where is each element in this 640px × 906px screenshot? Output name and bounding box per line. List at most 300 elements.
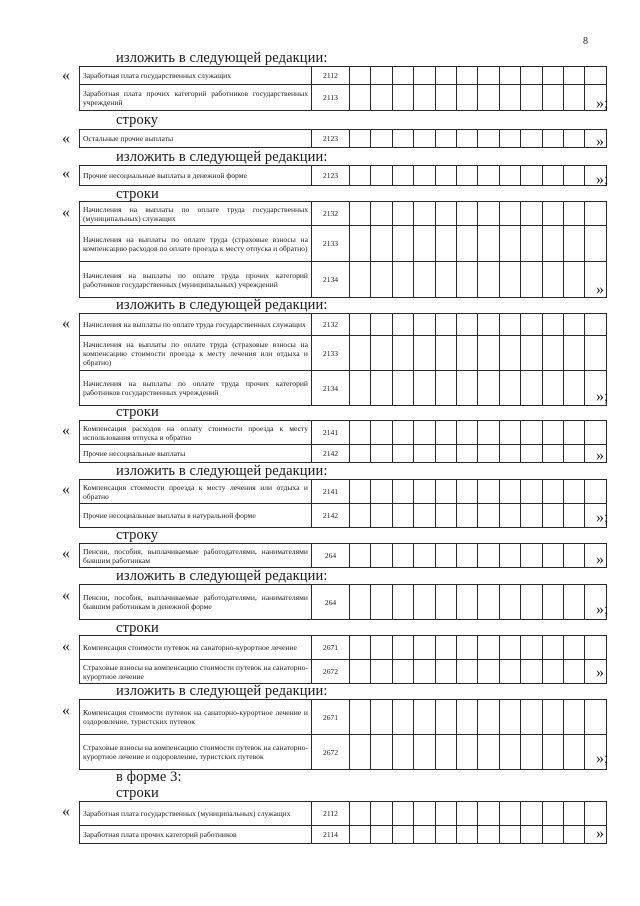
row-code: 2112 xyxy=(312,67,350,85)
budget-code-table xyxy=(79,313,607,406)
opening-quote: « xyxy=(62,315,70,332)
empty-cell xyxy=(542,445,563,463)
row-code: 2132 xyxy=(312,314,350,336)
empty-cell xyxy=(521,544,542,568)
empty-cell xyxy=(392,130,413,148)
empty-cell xyxy=(499,226,520,262)
table-row xyxy=(80,166,607,186)
empty-cell xyxy=(563,735,584,770)
empty-cell xyxy=(392,700,413,735)
empty-cell xyxy=(371,445,392,463)
closing-quote: »; xyxy=(596,750,609,767)
empty-cell xyxy=(371,480,392,504)
empty-cell xyxy=(392,371,413,406)
row-name: Компенсация расходов на оплату стоимости проезда к месту использования отпуска и обратно xyxy=(80,421,312,445)
empty-cell xyxy=(542,700,563,735)
table-row xyxy=(80,802,607,826)
empty-cell xyxy=(563,262,584,298)
empty-cell xyxy=(414,130,435,148)
row-name: Компенсация стоимости путевок на санаторно-курортное лечение xyxy=(80,636,312,660)
section-heading: строку xyxy=(116,112,159,128)
empty-cell xyxy=(585,314,606,336)
empty-cell xyxy=(456,226,477,262)
empty-cell xyxy=(521,226,542,262)
empty-cell xyxy=(414,314,435,336)
empty-cell xyxy=(478,700,499,735)
empty-cell xyxy=(521,480,542,504)
empty-cell xyxy=(542,314,563,336)
empty-cell xyxy=(435,544,456,568)
budget-code-table xyxy=(79,479,607,528)
empty-cell xyxy=(350,544,371,568)
empty-cell xyxy=(542,585,563,620)
empty-cell xyxy=(350,660,371,684)
empty-cell xyxy=(435,67,456,85)
empty-cell xyxy=(478,585,499,620)
empty-cell xyxy=(392,735,413,770)
empty-cell xyxy=(350,585,371,620)
empty-cell xyxy=(563,700,584,735)
empty-cell xyxy=(563,130,584,148)
empty-cell xyxy=(392,85,413,111)
table-row xyxy=(80,480,607,504)
row-name: Начисления на выплаты по оплате труда государственных служащих xyxy=(80,314,312,336)
empty-cell xyxy=(499,445,520,463)
empty-cell xyxy=(521,802,542,826)
section-heading: строки xyxy=(116,404,159,420)
closing-quote: » xyxy=(596,825,604,842)
empty-cell xyxy=(585,67,606,85)
empty-cell xyxy=(456,421,477,445)
empty-cell xyxy=(499,421,520,445)
empty-cell xyxy=(371,421,392,445)
empty-cell xyxy=(350,636,371,660)
empty-cell xyxy=(371,700,392,735)
row-code: 2142 xyxy=(312,445,350,463)
section-heading: изложить в следующей редакции: xyxy=(116,463,328,479)
empty-cell xyxy=(350,226,371,262)
empty-cell xyxy=(456,544,477,568)
empty-cell xyxy=(542,226,563,262)
row-code: 264 xyxy=(312,544,350,568)
empty-cell xyxy=(478,544,499,568)
empty-cell xyxy=(456,700,477,735)
empty-cell xyxy=(392,480,413,504)
empty-cell xyxy=(456,336,477,371)
empty-cell xyxy=(371,226,392,262)
empty-cell xyxy=(435,421,456,445)
row-code: 2133 xyxy=(312,226,350,262)
opening-quote: « xyxy=(62,165,70,182)
empty-cell xyxy=(350,202,371,226)
budget-code-table xyxy=(79,543,607,568)
opening-quote: « xyxy=(62,422,70,439)
row-code: 2141 xyxy=(312,421,350,445)
table-row xyxy=(80,660,607,684)
row-name: Прочие несоциальные выплаты в натуральной форме xyxy=(80,504,312,528)
table-row xyxy=(80,636,607,660)
empty-cell xyxy=(499,826,520,844)
empty-cell xyxy=(456,585,477,620)
empty-cell xyxy=(371,130,392,148)
empty-cell xyxy=(350,166,371,186)
table-row xyxy=(80,445,607,463)
empty-cell xyxy=(521,85,542,111)
empty-cell xyxy=(563,336,584,371)
row-code: 2134 xyxy=(312,262,350,298)
table-row xyxy=(80,544,607,568)
empty-cell xyxy=(350,826,371,844)
closing-quote: » xyxy=(596,664,604,681)
empty-cell xyxy=(371,585,392,620)
empty-cell xyxy=(414,445,435,463)
row-name: Заработная плата прочих категорий работников государственных учреждений xyxy=(80,85,312,111)
table-row xyxy=(80,67,607,85)
empty-cell xyxy=(499,735,520,770)
section-heading: в форме 3: xyxy=(116,769,182,785)
row-code: 264 xyxy=(312,585,350,620)
empty-cell xyxy=(456,735,477,770)
row-name: Заработная плата прочих категорий работников xyxy=(80,826,312,844)
section-heading: строки xyxy=(116,186,159,202)
empty-cell xyxy=(371,826,392,844)
table-row xyxy=(80,262,607,298)
empty-cell xyxy=(563,802,584,826)
empty-cell xyxy=(392,314,413,336)
empty-cell xyxy=(585,700,606,735)
empty-cell xyxy=(350,314,371,336)
empty-cell xyxy=(585,636,606,660)
row-code: 2134 xyxy=(312,371,350,406)
opening-quote: « xyxy=(62,67,70,84)
empty-cell xyxy=(521,67,542,85)
empty-cell xyxy=(585,336,606,371)
opening-quote: « xyxy=(62,638,70,655)
empty-cell xyxy=(563,421,584,445)
table-row xyxy=(80,202,607,226)
empty-cell xyxy=(371,504,392,528)
empty-cell xyxy=(542,371,563,406)
empty-cell xyxy=(435,85,456,111)
empty-cell xyxy=(521,371,542,406)
empty-cell xyxy=(542,636,563,660)
row-name: Прочие несоциальные выплаты в денежной форме xyxy=(80,166,312,186)
empty-cell xyxy=(478,202,499,226)
empty-cell xyxy=(350,445,371,463)
empty-cell xyxy=(478,735,499,770)
empty-cell xyxy=(414,544,435,568)
closing-quote: »; xyxy=(596,171,609,188)
empty-cell xyxy=(371,262,392,298)
empty-cell xyxy=(414,202,435,226)
empty-cell xyxy=(499,802,520,826)
empty-cell xyxy=(371,336,392,371)
budget-code-table xyxy=(79,129,607,148)
empty-cell xyxy=(414,802,435,826)
empty-cell xyxy=(499,585,520,620)
empty-cell xyxy=(371,314,392,336)
empty-cell xyxy=(499,336,520,371)
empty-cell xyxy=(542,421,563,445)
empty-cell xyxy=(350,262,371,298)
empty-cell xyxy=(542,480,563,504)
empty-cell xyxy=(478,445,499,463)
empty-cell xyxy=(414,585,435,620)
empty-cell xyxy=(499,130,520,148)
budget-code-table xyxy=(79,635,607,684)
empty-cell xyxy=(478,85,499,111)
empty-cell xyxy=(499,166,520,186)
empty-cell xyxy=(499,660,520,684)
empty-cell xyxy=(499,85,520,111)
empty-cell xyxy=(392,585,413,620)
budget-code-table xyxy=(79,584,607,620)
empty-cell xyxy=(542,166,563,186)
empty-cell xyxy=(414,226,435,262)
empty-cell xyxy=(414,504,435,528)
empty-cell xyxy=(542,826,563,844)
empty-cell xyxy=(414,67,435,85)
empty-cell xyxy=(542,67,563,85)
empty-cell xyxy=(456,445,477,463)
empty-cell xyxy=(392,660,413,684)
empty-cell xyxy=(371,67,392,85)
empty-cell xyxy=(478,421,499,445)
empty-cell xyxy=(371,636,392,660)
empty-cell xyxy=(478,336,499,371)
empty-cell xyxy=(435,735,456,770)
empty-cell xyxy=(542,504,563,528)
empty-cell xyxy=(456,166,477,186)
empty-cell xyxy=(435,700,456,735)
closing-quote: »; xyxy=(596,601,609,618)
empty-cell xyxy=(414,262,435,298)
row-code: 2112 xyxy=(312,802,350,826)
empty-cell xyxy=(521,202,542,226)
empty-cell xyxy=(478,262,499,298)
closing-quote: »; xyxy=(596,95,609,112)
empty-cell xyxy=(371,802,392,826)
empty-cell xyxy=(456,802,477,826)
empty-cell xyxy=(371,735,392,770)
empty-cell xyxy=(392,802,413,826)
section-heading: строку xyxy=(116,527,159,543)
empty-cell xyxy=(542,544,563,568)
empty-cell xyxy=(414,166,435,186)
empty-cell xyxy=(350,504,371,528)
empty-cell xyxy=(414,480,435,504)
empty-cell xyxy=(350,421,371,445)
row-name: Остальные прочие выплаты xyxy=(80,130,312,148)
row-name: Компенсация стоимости проезда к месту лечения или отдыха и обратно xyxy=(80,480,312,504)
empty-cell xyxy=(478,371,499,406)
opening-quote: « xyxy=(62,481,70,498)
empty-cell xyxy=(521,660,542,684)
closing-quote: » xyxy=(596,281,604,298)
table-row xyxy=(80,130,607,148)
empty-cell xyxy=(392,504,413,528)
row-name: Страховые взносы на компенсацию стоимости путевок на санаторно-курортное лечение и оздоровление, туристских путевок xyxy=(80,735,312,770)
empty-cell xyxy=(456,826,477,844)
section-heading: строки xyxy=(116,620,159,636)
empty-cell xyxy=(478,504,499,528)
empty-cell xyxy=(414,826,435,844)
empty-cell xyxy=(585,802,606,826)
empty-cell xyxy=(350,130,371,148)
empty-cell xyxy=(499,67,520,85)
empty-cell xyxy=(414,660,435,684)
empty-cell xyxy=(456,130,477,148)
closing-quote: » xyxy=(596,551,604,568)
empty-cell xyxy=(371,85,392,111)
empty-cell xyxy=(478,480,499,504)
closing-quote: »; xyxy=(596,509,609,526)
empty-cell xyxy=(414,636,435,660)
empty-cell xyxy=(521,314,542,336)
empty-cell xyxy=(371,371,392,406)
empty-cell xyxy=(414,700,435,735)
empty-cell xyxy=(542,735,563,770)
budget-code-table xyxy=(79,801,607,844)
empty-cell xyxy=(563,371,584,406)
empty-cell xyxy=(392,166,413,186)
empty-cell xyxy=(478,130,499,148)
empty-cell xyxy=(478,314,499,336)
empty-cell xyxy=(521,735,542,770)
empty-cell xyxy=(563,585,584,620)
empty-cell xyxy=(392,336,413,371)
empty-cell xyxy=(542,85,563,111)
closing-quote: » xyxy=(596,447,604,464)
budget-code-table xyxy=(79,66,607,111)
table-row xyxy=(80,826,607,844)
table-row xyxy=(80,421,607,445)
closing-quote: »; xyxy=(596,388,609,405)
empty-cell xyxy=(435,802,456,826)
empty-cell xyxy=(435,262,456,298)
empty-cell xyxy=(414,371,435,406)
row-name: Пенсии, пособия, выплачиваемые работодателями, нанимателями бывшим работникам xyxy=(80,544,312,568)
table-row xyxy=(80,85,607,111)
empty-cell xyxy=(435,314,456,336)
empty-cell xyxy=(521,504,542,528)
empty-cell xyxy=(350,371,371,406)
empty-cell xyxy=(542,802,563,826)
empty-cell xyxy=(563,166,584,186)
empty-cell xyxy=(499,544,520,568)
empty-cell xyxy=(435,166,456,186)
table-row xyxy=(80,336,607,371)
empty-cell xyxy=(521,336,542,371)
empty-cell xyxy=(499,262,520,298)
empty-cell xyxy=(350,802,371,826)
empty-cell xyxy=(350,735,371,770)
row-code: 2142 xyxy=(312,504,350,528)
page-number: 8 xyxy=(583,36,588,47)
empty-cell xyxy=(521,166,542,186)
empty-cell xyxy=(435,336,456,371)
table-row xyxy=(80,314,607,336)
table-row xyxy=(80,585,607,620)
empty-cell xyxy=(392,226,413,262)
empty-cell xyxy=(521,585,542,620)
empty-cell xyxy=(371,202,392,226)
empty-cell xyxy=(563,826,584,844)
empty-cell xyxy=(456,85,477,111)
opening-quote: « xyxy=(62,702,70,719)
empty-cell xyxy=(435,226,456,262)
empty-cell xyxy=(542,262,563,298)
empty-cell xyxy=(435,480,456,504)
empty-cell xyxy=(435,371,456,406)
opening-quote: « xyxy=(62,587,70,604)
empty-cell xyxy=(563,85,584,111)
section-heading: изложить в следующей редакции: xyxy=(116,683,328,699)
row-code: 2123 xyxy=(312,130,350,148)
opening-quote: « xyxy=(62,204,70,221)
row-code: 2141 xyxy=(312,480,350,504)
empty-cell xyxy=(350,700,371,735)
row-name: Заработная плата государственных (муниципальных) служащих xyxy=(80,802,312,826)
empty-cell xyxy=(350,480,371,504)
section-heading: изложить в следующей редакции: xyxy=(116,568,328,584)
empty-cell xyxy=(435,660,456,684)
empty-cell xyxy=(456,202,477,226)
row-code: 2671 xyxy=(312,700,350,735)
row-name: Начисления на выплаты по оплате труда (страховые взносы на компенсацию расходов по оплате проезда к месту отпуска и обратно) xyxy=(80,226,312,262)
empty-cell xyxy=(499,636,520,660)
empty-cell xyxy=(585,480,606,504)
empty-cell xyxy=(563,480,584,504)
empty-cell xyxy=(371,544,392,568)
empty-cell xyxy=(392,826,413,844)
empty-cell xyxy=(563,226,584,262)
section-heading: строки xyxy=(116,785,159,801)
empty-cell xyxy=(478,826,499,844)
empty-cell xyxy=(392,262,413,298)
empty-cell xyxy=(585,202,606,226)
row-name: Начисления на выплаты по оплате труда прочих категорий работников государственных (муниципальных) учреждений xyxy=(80,262,312,298)
empty-cell xyxy=(456,314,477,336)
empty-cell xyxy=(499,700,520,735)
empty-cell xyxy=(563,504,584,528)
empty-cell xyxy=(478,226,499,262)
table-row xyxy=(80,371,607,406)
empty-cell xyxy=(499,504,520,528)
empty-cell xyxy=(585,421,606,445)
empty-cell xyxy=(414,421,435,445)
row-name: Начисления на выплаты по оплате труда прочих категорий работников государственных учреждений xyxy=(80,371,312,406)
empty-cell xyxy=(542,336,563,371)
empty-cell xyxy=(392,202,413,226)
empty-cell xyxy=(563,544,584,568)
section-heading: изложить в следующей редакции: xyxy=(116,50,328,66)
opening-quote: « xyxy=(62,803,70,820)
empty-cell xyxy=(521,445,542,463)
budget-code-table xyxy=(79,699,607,770)
empty-cell xyxy=(371,660,392,684)
empty-cell xyxy=(563,67,584,85)
empty-cell xyxy=(371,166,392,186)
empty-cell xyxy=(435,585,456,620)
row-code: 2132 xyxy=(312,202,350,226)
empty-cell xyxy=(478,67,499,85)
empty-cell xyxy=(499,202,520,226)
empty-cell xyxy=(392,421,413,445)
row-code: 2672 xyxy=(312,735,350,770)
section-heading: изложить в следующей редакции: xyxy=(116,149,328,165)
row-name: Пенсии, пособия, выплачиваемые работодателями, нанимателями бывшим работникам в денежной форме xyxy=(80,585,312,620)
